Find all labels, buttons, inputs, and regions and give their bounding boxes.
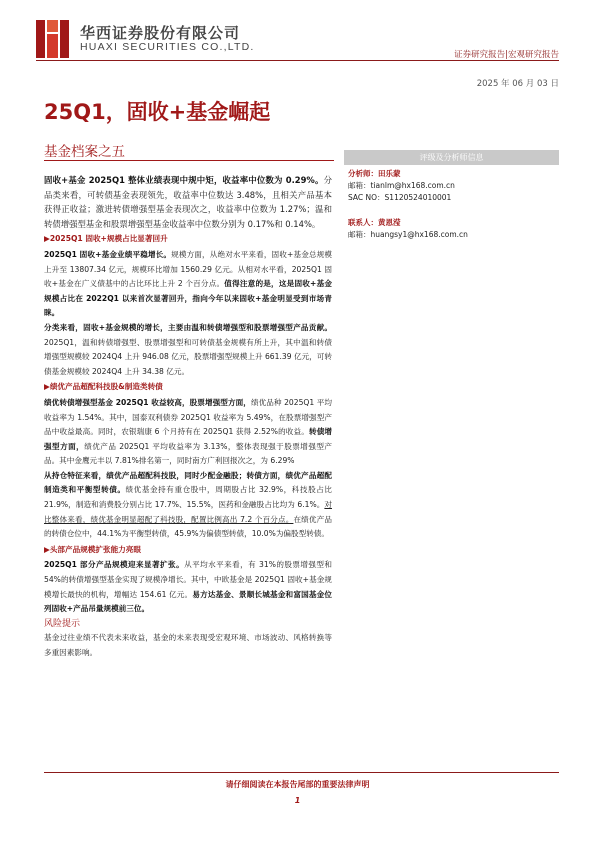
scale-lead: 2025Q1 固收+基金业绩平稳增长。 bbox=[44, 249, 172, 259]
report-subtitle: 基金档案之五 bbox=[44, 144, 125, 160]
performance-convert-text: 绩优产品 2025Q1 平均收益率为 3.13%，整体表现强于股票增强型产品。其中金鹰元丰以 7.81%排名第一，同时南方广利回报次之，为 6.29% bbox=[44, 441, 333, 466]
company-logo bbox=[36, 18, 76, 60]
section-heading-performance: ▶绩优产品超配科技股&制造类转债 bbox=[44, 382, 163, 392]
report-type: 证券研究报告|宏观研究报告 bbox=[454, 50, 559, 60]
performance-lead: 绩优转债增强型基金 2025Q1 收益较高，股票增强型方面， bbox=[44, 397, 251, 407]
analyst-line bbox=[348, 168, 401, 180]
analyst-email[interactable]: 邮箱：tianlm@hx168.com.cn bbox=[348, 181, 455, 190]
paragraph-scale bbox=[44, 248, 332, 321]
analyst-label: 分析师： bbox=[348, 169, 378, 178]
report-body bbox=[44, 173, 332, 661]
summary-lead: 固收+基金 2025Q1 整体业绩表现中规中矩，收益率中位数为 0.29%。 bbox=[44, 175, 324, 185]
scale-highlight: 值得注意的是，这是固收+基金规模占比在 2022Q1 以来首次显著回升，指向今年以来固收+基金明显受到市场青睐。 bbox=[44, 279, 332, 318]
category-text: 2025Q1，温和转债增强型、股票增强型和可转债基金规模有所上升，其中温和转债增强型规模较 2024Q4 上升 946.08 亿元，股票增强型规模上升 661.39 亿元，可转债基金规模较 2024Q4 上升 34.38 亿元。 bbox=[44, 337, 332, 376]
holdings-text: 绩优基金持有重仓股中，周期股占比 32.9%，科技股占比 21.9%，制造和消费股分别占比 17.7%、15.5%，医药和金融股占比均为 6.1%。 bbox=[44, 485, 332, 510]
legal-notice: 请仔细阅读在本报告尾部的重要法律声明 bbox=[225, 780, 370, 789]
sidebar-heading: 评级及分析师信息 bbox=[344, 150, 559, 165]
footer-divider bbox=[44, 772, 559, 773]
paragraph-expansion bbox=[44, 558, 332, 616]
page-number: 1 bbox=[294, 796, 301, 805]
category-lead: 分类来看，固收+基金规模的增长，主要由温和转债增强型和股票增强型产品贡献。 bbox=[44, 322, 332, 332]
company-name-en: HUAXI SECURITIES CO.,LTD. bbox=[80, 41, 255, 53]
holdings-text-2: 在绩优产品的转债仓位中，44.1%为平衡型转债，45.9%为偏债型转债，10.0%为偏股型转债。 bbox=[44, 514, 332, 539]
company-name-cn: 华西证券股份有限公司 bbox=[80, 24, 241, 42]
performance-convert-lead: 转债增强型方面， bbox=[44, 427, 333, 451]
contact-line bbox=[348, 217, 401, 229]
expansion-lead: 2025Q1 部分产品规模迎来显著扩张。 bbox=[44, 560, 185, 570]
risk-heading: 风险提示 bbox=[44, 618, 81, 629]
paragraph-holdings bbox=[44, 469, 332, 542]
paragraph-summary bbox=[44, 173, 332, 231]
holdings-lead: 从持仓特征来看，绩优产品超配科技股，同时少配金融股；转债方面，绩优产品超配制造类和平衡型转债。 bbox=[44, 470, 332, 495]
analyst-name: 田乐蒙 bbox=[378, 169, 401, 178]
contact-email[interactable]: 邮箱：huangsy1@hx168.com.cn bbox=[348, 230, 468, 239]
analyst-sac: SAC NO：S1120524010001 bbox=[348, 193, 452, 202]
logo-mark-icon bbox=[36, 18, 76, 60]
report-title: 25Q1，固收+基金崛起 bbox=[44, 100, 271, 124]
header-divider bbox=[36, 60, 559, 61]
scale-text: 规模方面，从绝对水平来看，固收+基金总规模上升至 13807.34 亿元，规模环比增加 1560.29 亿元。从相对水平看，2025Q1 固收+基金在广义债基中的占比环比上升 2 个百分点。 bbox=[44, 249, 332, 289]
holdings-underline: 对比整体来看，绩优基金明显超配了科技股，配置比例高出 7.2 个百分点。 bbox=[44, 500, 332, 524]
summary-text: 分品类来看，可转债基金表现领先，收益率中位数达 3.48%，且相关产品基本获得正收益；激进转债增强型基金表现次之，收益率中位数为 1.27%；温和转债增强型基金和股票增强型基金收益率中位数分别为 0.17%和 0.14%。 bbox=[44, 175, 332, 229]
report-date: 2025 年 06 月 03 日 bbox=[476, 79, 559, 89]
performance-text: 绩优品种 2025Q1 平均收益率为 1.54%。其中，国泰双利债券 2025Q1 收益率为 5.49%，在股票增强型产品中收益最高。同时，农银瑞康 6 个月持有在 2025Q1 获得 2.52%的收益。 bbox=[44, 397, 332, 437]
section-heading-scale: ▶2025Q1 固收+规模占比显著回升 bbox=[44, 234, 168, 244]
paragraph-category bbox=[44, 321, 332, 379]
expansion-highlight: 易方达基金、景顺长城基金和富国基金位列固收+产品吊量规模前三位。 bbox=[44, 589, 332, 614]
subtitle-divider bbox=[44, 160, 334, 161]
risk-text: 基金过往业绩不代表未来收益，基金的未来表现受宏观环境、市场波动、风格转换等多重因素影响。 bbox=[44, 633, 332, 657]
contact-label: 联系人： bbox=[348, 218, 378, 227]
contact-name: 黄恩滢 bbox=[378, 218, 401, 227]
paragraph-performance bbox=[44, 396, 332, 469]
expansion-text: 从平均水平来看，有 31%的股票增强型和 54%的转债增强型基金实现了规模净增长。其中，中欧基金是 2025Q1 固收+基金规模增长最快的机构，增幅达 154.61 亿元。 bbox=[44, 560, 332, 599]
section-heading-expansion: ▶头部产品规模扩张能力亮眼 bbox=[44, 544, 141, 554]
